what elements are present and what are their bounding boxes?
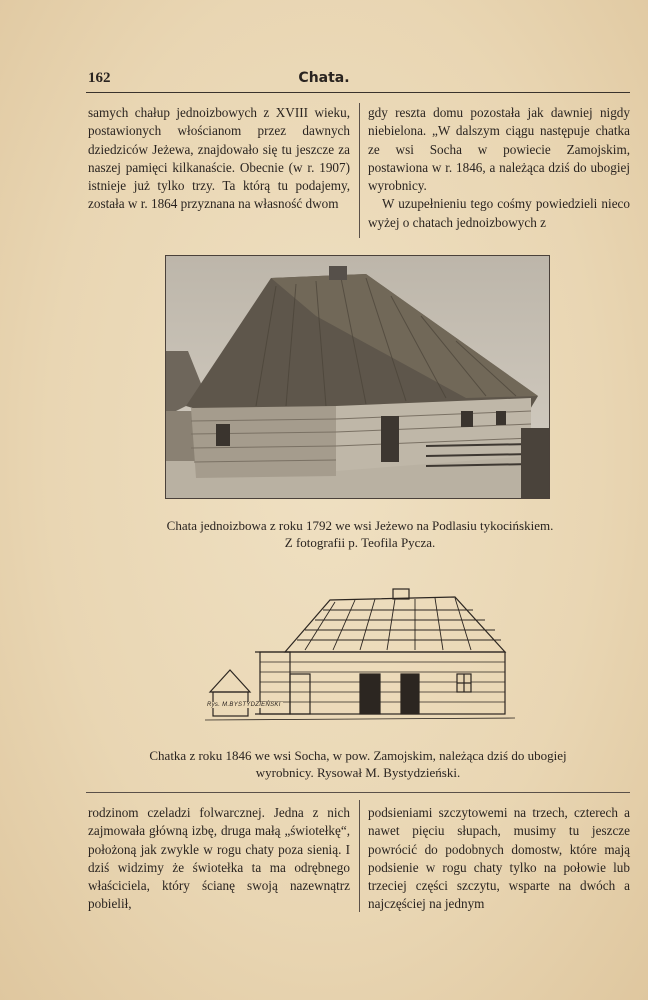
hut-sketch — [205, 582, 517, 728]
top-right-column — [368, 104, 630, 232]
header-rule — [86, 92, 630, 93]
artist-signature: Rys. M.BYSTYDZIEŃSKI — [207, 702, 281, 708]
column-divider-top — [359, 103, 360, 238]
paragraph: podsieniami szczytowemi na trzech, czterech a nawet pięciu słupach, musimy tu jeszcze powrócić do podobnych domostw, które mają podsienie w rogu chaty tylko na połowie lub trzeciej części szczytu, wsparte na dwóch a najczęściej na jednym — [368, 805, 630, 912]
figure2-caption — [98, 747, 618, 781]
paragraph: rodzinom czeladzi folwarcznej. Jedna z nich zajmowała główną izbę, druga małą „świotełkę“, położoną jak zwykle w rogu chaty poza sienią. I dziś widzimy że świotełka ta ma odrębnego właściciela, który ścianę swoją nazewnątrz pobielił, — [88, 805, 350, 912]
running-head: Chata. — [298, 70, 350, 86]
paragraph: W uzupełnieniu tego cośmy powiedzieli nieco wyżej o chatach jednoizbowych z — [368, 196, 630, 230]
paragraph: samych chałup jednoizbowych z XVIII wieku, postawionych włościanom przez dawnych dziedziców Jeżewa, znajdowało się tu jeszcze za naszej pamięci kilkanaście. Obecnie (w r. 1907) istnieje już tylko trzy. Ta którą tu podajemy, została w r. 1864 przyznana na własność dwom — [88, 105, 350, 212]
bottom-left-column — [88, 804, 350, 914]
top-left-column — [88, 104, 350, 214]
figure1-caption-line2: Z fotografii p. Teofila Pycza. — [284, 535, 436, 550]
figure2-caption-line1: Chatka z roku 1846 we wsi Socha, w pow. Zamojskim, należąca dziś do ubogiej — [149, 748, 567, 763]
figure2-caption-line2: wyrobnicy. Rysował M. Bystydzieński. — [255, 765, 461, 780]
figure1-caption-line1: Chata jednoizbowa z roku 1792 we wsi Jeżewo na Podlasiu tykocińskiem. — [166, 518, 554, 533]
section-rule — [86, 792, 630, 793]
hut-photo-drawing — [166, 256, 549, 498]
page-number: 162 — [88, 70, 111, 86]
column-divider-bottom — [359, 800, 360, 912]
figure1-caption — [110, 517, 610, 551]
paragraph: gdy reszta domu pozostała jak dawniej nigdy niebielona. „W dalszym ciągu następuje chatka ze wsi Socha w powiecie Zamojskim, postawiona w r. 1846, a należąca dziś do ubogiej wyrobnicy. — [368, 105, 630, 194]
bottom-right-column — [368, 804, 630, 914]
hut-photograph — [165, 255, 550, 499]
